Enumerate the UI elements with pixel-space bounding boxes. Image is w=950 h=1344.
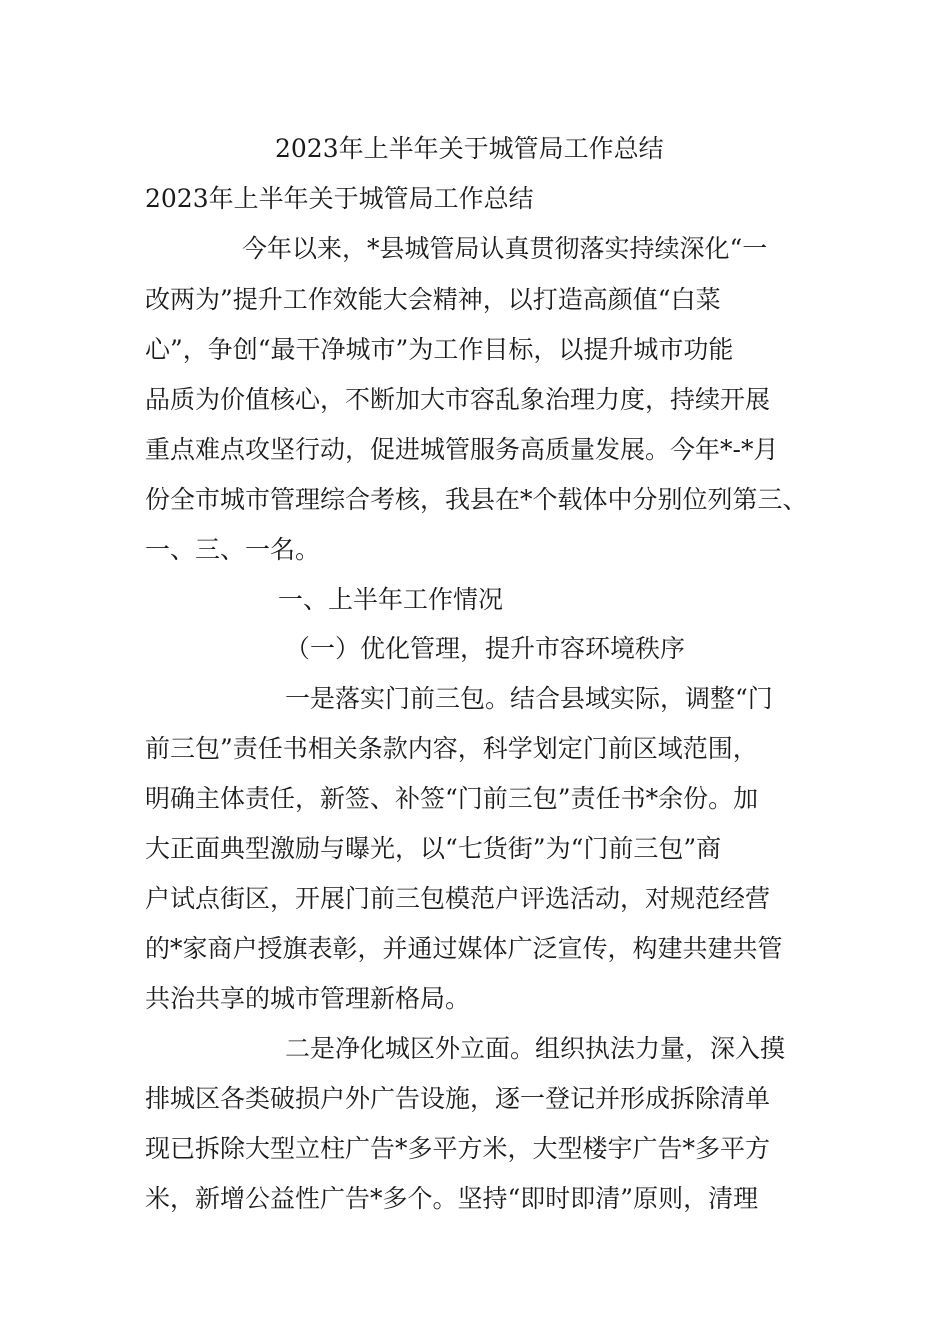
- paragraph-line: 一是落实门前三包。结合县域实际，调整“门: [285, 684, 773, 713]
- paragraph-line: 现已拆除大型立柱广告*多平方米，大型楼宇广告*多平方: [145, 1134, 771, 1163]
- paragraph-line: 明确主体责任，新签、补签“门前三包”责任书*余份。加: [145, 784, 759, 813]
- paragraph-line: 份全市城市管理综合考核，我县在*个载体中分别位列第三、: [145, 485, 808, 514]
- paragraph-line: 大正面典型激励与曝光，以“七货街”为“门前三包”商: [145, 834, 722, 863]
- paragraph-line: 今年以来，*县城管局认真贯彻落实持续深化“一: [242, 234, 768, 263]
- paragraph-line: 改两为”提升工作效能大会精神，以打造高颜值“白菜: [145, 285, 721, 314]
- paragraph-line: 排城区各类破损户外广告设施，逐一登记并形成拆除清单: [145, 1084, 771, 1113]
- subsection-heading: （一）优化管理，提升市容环境秩序: [285, 634, 686, 663]
- paragraph-line: 共治共享的城市管理新格局。: [145, 984, 471, 1013]
- paragraph-line: 品质为价值核心，不断加大市容乱象治理力度，持续开展: [145, 385, 771, 414]
- paragraph-line: 心”，争创“最干净城市”为工作目标，以提升城市功能: [145, 335, 734, 364]
- document-subtitle: 2023年上半年关于城管局工作总结: [145, 184, 534, 213]
- section-heading: 一、上半年工作情况: [278, 585, 504, 614]
- paragraph-line: 前三包”责任书相关条款内容，科学划定门前区域范围，: [145, 734, 758, 763]
- paragraph-line: 重点难点攻坚行动，促进城管服务高质量发展。今年*-*月: [145, 435, 779, 464]
- paragraph-line: 一、三、一名。: [145, 535, 321, 564]
- paragraph-line: 米，新增公益性广告*多个。坚持“即时即清”原则，清理: [145, 1184, 759, 1213]
- paragraph-line: 户试点街区，开展门前三包模范户评选活动，对规范经营: [145, 884, 771, 913]
- paragraph-line: 的*家商户授旗表彰，并通过媒体广泛宣传，构建共建共管: [145, 934, 783, 963]
- paragraph-line: 二是净化城区外立面。组织执法力量，深入摸: [285, 1034, 786, 1063]
- document-title: 2023年上半年关于城管局工作总结: [275, 134, 664, 163]
